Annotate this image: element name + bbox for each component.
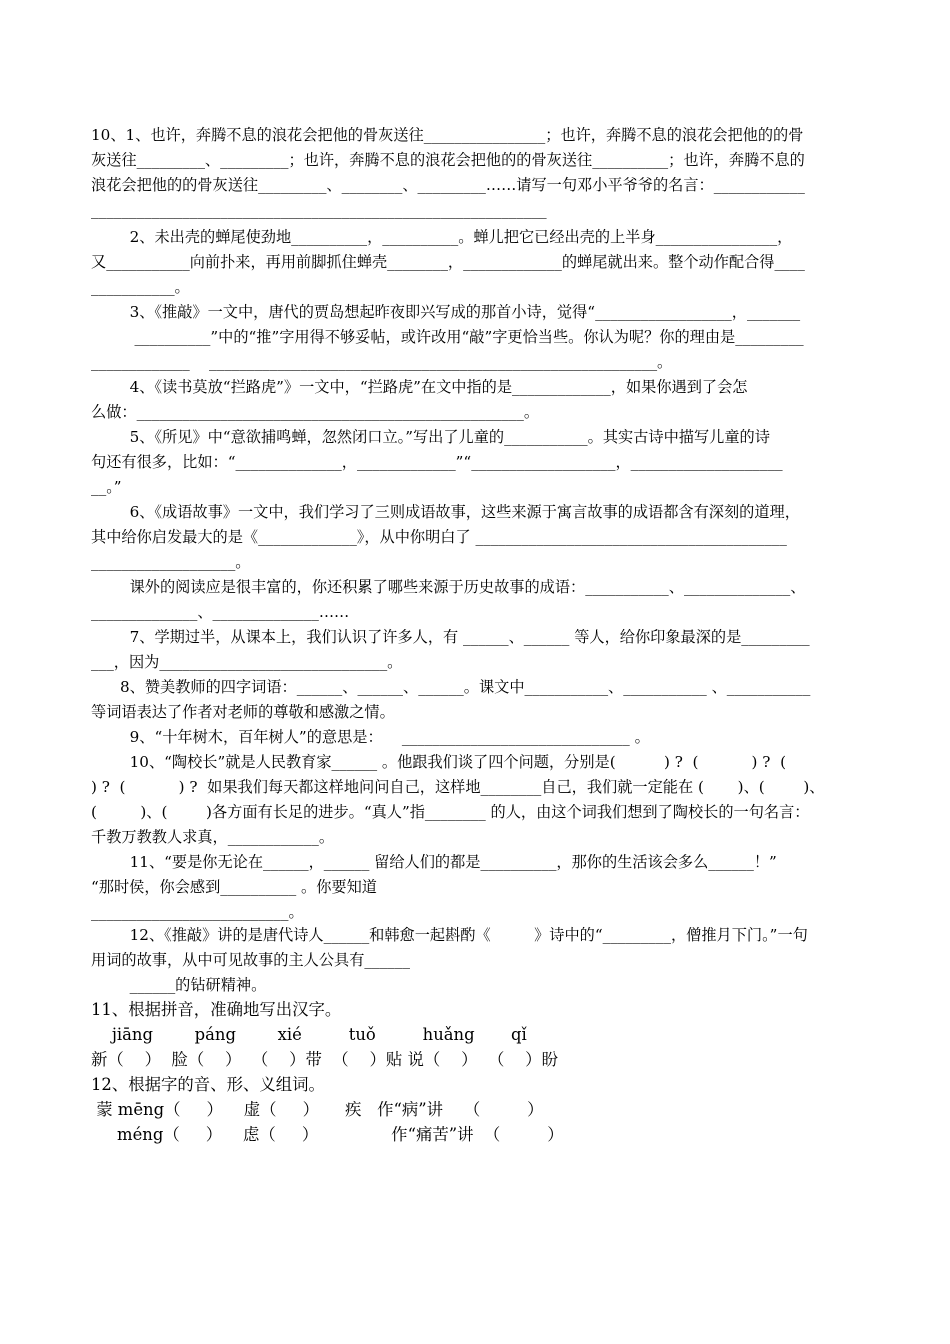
text-line: 浪花会把他的的骨灰送往_________、________、_________……请写一句邓小平爷爷的名言：____________ [91, 176, 805, 194]
text-line: 其中给你启发最大的是《_____________》，从中你明白了 _________________________________________ [91, 528, 787, 546]
text-line: 等词语表达了作者对老师的尊敬和感激之情。 [91, 703, 395, 721]
text-line: 句还有很多，比如：“______________，_____________”“___________________，____________________ [91, 453, 783, 471]
text-line: ______的钻研精神。 [91, 976, 267, 994]
word-group-row: 蒙 mēng（ ） 虚（ ） 疾 作“病”讲 （ ） [91, 1100, 544, 1119]
text-line: 又___________向前扑来，再用前脚抓住蝉壳________，_____________的蝉尾就出来。整个动作配合得____ [91, 253, 805, 271]
section-title-words: 12、根据字的音、形、义组词。 [91, 1075, 325, 1094]
text-line: 10、“陶校长”就是人民教育家______ 。他跟我们谈了四个问题，分别是( ) ? ( ) ? ( [91, 753, 786, 771]
text-line: 么做：___________________________________________________。 [91, 403, 540, 421]
pinyin-row: jiāng páng xié tuǒ huǎng qǐ [91, 1025, 527, 1044]
text-line: ___，因为______________________________。 [91, 653, 403, 671]
text-line: _____________ ___________________________________________________________。 [91, 353, 673, 371]
text-line: ______________、______________…… [91, 603, 350, 621]
text-line: “那时侯，你会感到__________ 。你要知道 [91, 878, 377, 896]
text-line: 10、1、也许，奔腾不息的浪花会把他的骨灰送往________________；也许，奔腾不息的浪花会把他的的骨 [91, 126, 804, 144]
text-line: 11、“要是你无论在______，______ 留给人们的都是__________，那你的生活该会多么______！” [91, 853, 777, 871]
text-line: __。” [91, 478, 122, 496]
word-group-row: méng（ ） 虑（ ） 作“痛苦”讲 （ ） [91, 1125, 564, 1144]
text-line: 9、“十年树木，百年树人”的意思是： ______________________________ 。 [91, 728, 650, 746]
text-line: 6、《成语故事》一文中，我们学习了三则成语故事，这些来源于寓言故事的成语都含有深刻的道理， [91, 503, 800, 521]
text-line: 7、学期过半，从课本上，我们认识了许多人，有 ______、______ 等人，给你印象最深的是_________ [91, 628, 810, 646]
hanzi-answer-row: 新（ ） 脸（ ） （ ）带 （ ）贴 说（ ） （ ）盼 [91, 1050, 558, 1069]
text-line: 12、《推敲》讲的是唐代诗人______和韩愈一起斟酌《 》诗中的“_________，僧推月下门。”一句 [91, 926, 808, 944]
text-line: ____________________________________________________________ [91, 201, 547, 219]
text-line: ___________。 [91, 278, 190, 296]
text-line: 灰送往_________、_________；也许，奔腾不息的浪花会把他的的骨灰送往__________；也许，奔腾不息的 [91, 151, 805, 169]
text-line: ( )、( )各方面有长足的进步。“真人”指________ 的人，由这个词我们想到了陶校长的一句名言： [91, 803, 810, 821]
text-line: 课外的阅读应是很丰富的，你还积累了哪些来源于历史故事的成语：___________、______________、 [91, 578, 806, 596]
text-line: 2、未出壳的蝉尾使劲地__________，__________。蝉儿把它已经出壳的上半身________________， [91, 228, 793, 246]
text-line: 千教万教教人求真，____________。 [91, 828, 334, 846]
text-line: 3、《推敲》一文中，唐代的贾岛想起昨夜即兴写成的那首小诗，觉得“__________________，_______ [91, 303, 801, 321]
text-line: 用词的故事，从中可见故事的主人公具有______ [91, 951, 410, 969]
text-line: __________________________。 [91, 903, 304, 921]
text-line: ) ? ( ) ? 如果我们每天都这样地问问自己，这样地________自己，我们就一定能在 ( )、( )、 [91, 778, 825, 796]
text-line: ___________________。 [91, 553, 251, 571]
text-line: 5、《所见》中“意欲捕鸣蝉，忽然闭口立。”写出了儿童的___________。其实古诗中描写儿童的诗 [91, 428, 770, 446]
section-title-pinyin: 11、根据拼音，准确地写出汉字。 [91, 1000, 342, 1019]
text-line: __________”中的“推”字用得不够妥帖，或许改用“敲”字更恰当些。你认为呢？你的理由是_________ [91, 328, 804, 346]
text-line: 8、赞美教师的四字词语：______、______、______。课文中___________、___________ 、___________ [91, 678, 811, 696]
text-line: 4、《读书莫放“拦路虎”》一文中，“拦路虎”在文中指的是_____________，如果你遇到了会怎 [91, 378, 748, 396]
